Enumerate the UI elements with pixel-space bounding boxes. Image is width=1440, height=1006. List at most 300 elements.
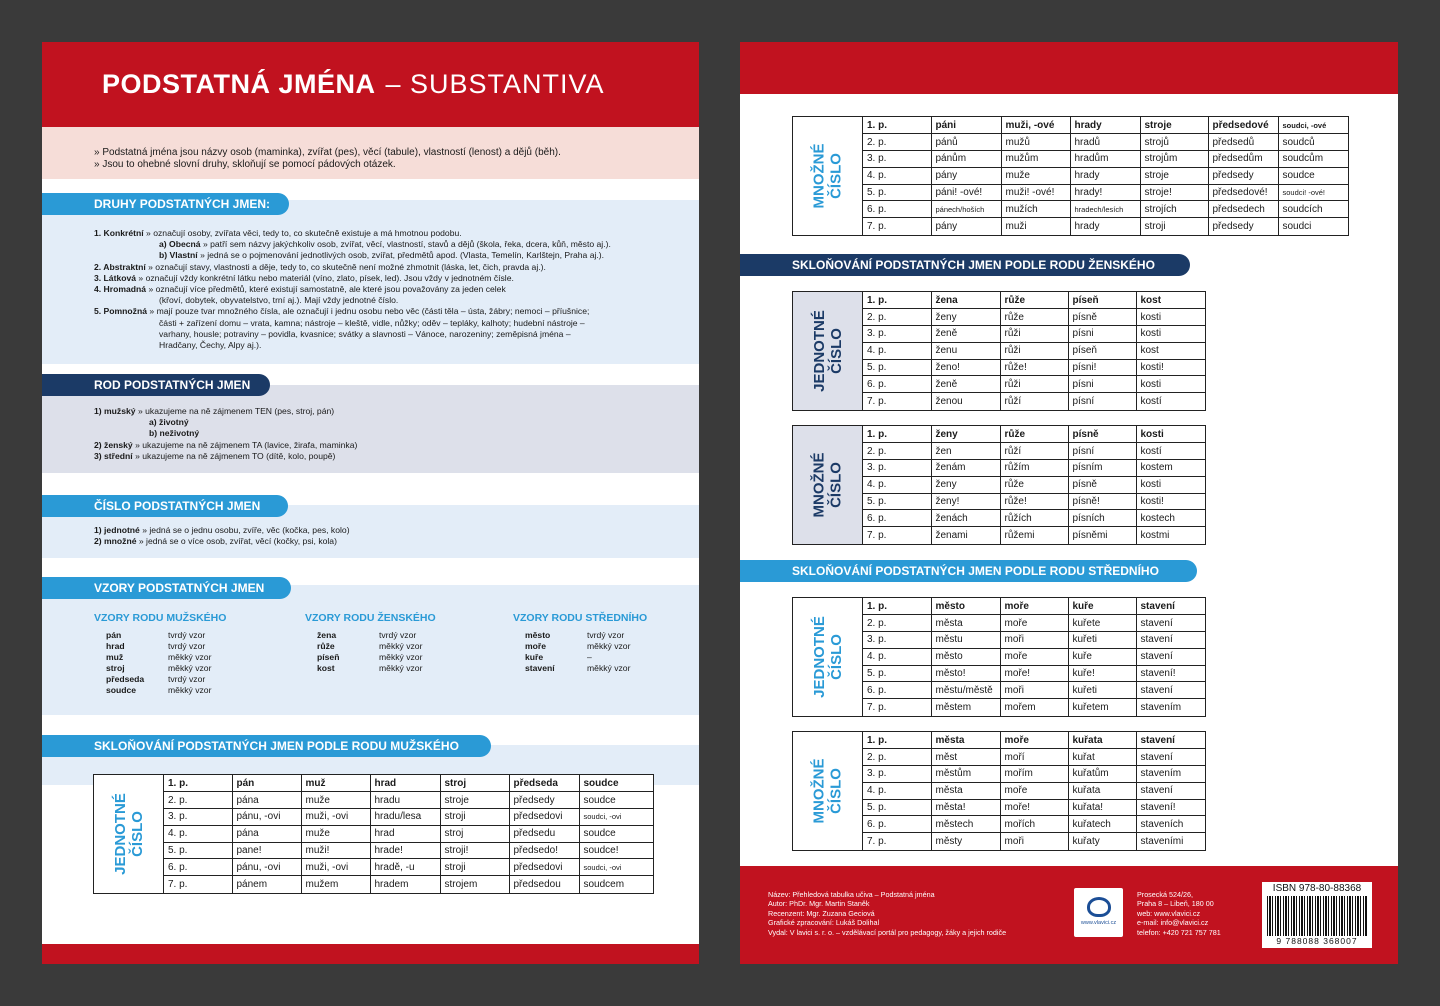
table-cell: stavení: [1136, 732, 1205, 749]
table-cell: kosti: [1136, 426, 1205, 443]
str-singular-table: [792, 597, 1206, 717]
druhy-list: [94, 228, 611, 351]
vzor-row: [305, 652, 422, 663]
table-cell: muže: [1001, 167, 1070, 184]
vzor-word: stavení: [525, 663, 555, 673]
vzor-row: [513, 652, 630, 663]
table-row: [863, 799, 1205, 816]
table-row: [863, 359, 1205, 376]
table-cell: soudce: [1278, 167, 1348, 184]
table-row: [863, 527, 1205, 544]
table-cell: hradech/lesích: [1070, 201, 1140, 218]
table-cell: moři: [1000, 632, 1068, 649]
table-cell: pána: [232, 792, 301, 809]
table-cell: soudci: [1282, 220, 1312, 232]
side-label-line: ČÍSLO: [827, 152, 845, 199]
vzor-word: předseda: [106, 674, 145, 684]
table-cell: mořích: [1000, 816, 1068, 833]
case-label: 4. p.: [164, 825, 232, 842]
vzor-row: [305, 630, 422, 641]
item-text: Hradčany, Čechy, Alpy aj.).: [159, 340, 262, 351]
case-label: 6. p.: [863, 510, 931, 527]
table-cell: soudce: [579, 792, 653, 809]
table-row: [863, 476, 1205, 493]
table-cell: moři: [1000, 682, 1068, 699]
table-row: [863, 342, 1205, 359]
table-cell: město!: [931, 665, 1000, 682]
case-label: 5. p.: [863, 799, 931, 816]
table-cell: předsedům: [1208, 151, 1278, 168]
item-text: » jedná se o pojmenování jednotlivých osob, zvířat, předmětů apod. (Vlasta, Temelín, Karlštejn, Praha aj.).: [197, 250, 605, 261]
table-cell: písně: [1068, 426, 1136, 443]
table-cell: strojům: [1140, 151, 1208, 168]
list-item: [94, 318, 611, 329]
case-label: 2. p.: [863, 443, 931, 460]
item-term: 2. Abstraktní: [94, 261, 146, 272]
case-label: 2. p.: [863, 749, 931, 766]
vzor-row: [513, 663, 630, 674]
vzory-column: [305, 612, 436, 674]
table-cell: písni: [1068, 376, 1136, 393]
table-row: [164, 825, 653, 842]
side-label-line: ČÍSLO: [827, 767, 845, 814]
table-cell: soudci, -ovi: [579, 859, 653, 876]
table-row: [164, 859, 653, 876]
right-footer: [740, 866, 1398, 964]
table-cell: moře!: [1000, 799, 1068, 816]
table-row: [164, 809, 653, 826]
table-cell: kuřat: [1068, 749, 1136, 766]
number-side-label: [94, 775, 164, 893]
case-label: 1. p.: [863, 732, 931, 749]
table-cell: hradě, -u: [370, 859, 440, 876]
table-cell: písně: [1068, 309, 1136, 326]
table-row: [863, 615, 1205, 632]
table-row: [863, 782, 1205, 799]
table-cell: písně: [1068, 476, 1136, 493]
table-cell: městy: [931, 833, 1000, 850]
vzor-type: měkký vzor: [379, 641, 423, 651]
list-item: [94, 329, 611, 340]
item-text: » jedná se o více osob, zvířat, věcí (kočky, psi, kola): [136, 536, 337, 547]
item-term: a) Obecná: [159, 239, 201, 250]
table-cell: města: [931, 615, 1000, 632]
vzor-type: tvrdý vzor: [168, 674, 206, 684]
table-cell: růži: [1000, 326, 1068, 343]
vzor-word: hrad: [106, 641, 125, 651]
table-cell: hradu: [370, 792, 440, 809]
list-item: [94, 262, 611, 273]
item-term: 2) ženský: [94, 439, 133, 450]
item-text: » ukazujeme na ně zájmenem TO (dítě, kolo, poupě): [132, 450, 336, 461]
case-label: 7. p.: [863, 393, 931, 410]
table-cell: písní: [1068, 443, 1136, 460]
str-plural-table: [792, 731, 1206, 851]
item-text: » označují více předmětů, které existují samostatně, ale které jsou považovány za jeden celek: [146, 284, 506, 295]
case-label: 2. p.: [164, 792, 232, 809]
table-cell: kuřetem: [1068, 699, 1136, 716]
footer-line: Prosecká 524/26,: [1137, 890, 1193, 899]
vzor-row: [94, 663, 211, 674]
table-cell: soudců: [1278, 134, 1348, 151]
table-cell: písních: [1068, 510, 1136, 527]
list-item: [94, 406, 357, 417]
table-cell: kost: [1136, 342, 1205, 359]
page-title: PODSTATNÁ JMÉNA: [102, 69, 376, 99]
side-label-text: [811, 616, 845, 698]
table-cell: kosti: [1136, 326, 1205, 343]
right-page: [740, 42, 1398, 964]
case-label: 7. p.: [863, 218, 931, 235]
table-cell: písní: [1068, 393, 1136, 410]
table-cell: strojem: [440, 876, 509, 893]
item-text: (křoví, dobytek, obyvatelstvo, trní aj.). Mají vždy jednotné číslo.: [159, 295, 399, 306]
str-heading: SKLOŇOVÁNÍ PODSTATNÝCH JMEN PODLE RODU STŘEDNÍHO: [740, 560, 1197, 582]
table-cell: stroj: [440, 825, 509, 842]
case-label: 4. p.: [863, 782, 931, 799]
table-cell: páni! -ové!: [931, 184, 1001, 201]
table-row: [863, 833, 1205, 850]
table-cell: pánem: [232, 876, 301, 893]
item-term: 1. Konkrétní: [94, 228, 144, 238]
table-row: [863, 292, 1205, 309]
table-row: [863, 326, 1205, 343]
table-cell: předsedech: [1208, 201, 1278, 218]
vzory-column-heading: VZORY RODU STŘEDNÍHO: [513, 612, 648, 624]
table-cell: růže: [1000, 292, 1068, 309]
number-side-label: [793, 292, 863, 410]
left-page: [42, 42, 699, 964]
table-cell: stavení: [1136, 598, 1205, 615]
table-cell: hradům: [1070, 151, 1140, 168]
table-cell: páni: [931, 117, 1001, 134]
table-cell: předsedy: [1208, 218, 1278, 235]
item-text: » mají pouze tvar množného čísla, ale označují i jednu osobu nebo věc (části těla – ústa, žábry; nemoci – příušnice;: [147, 306, 590, 317]
list-item: [94, 284, 611, 295]
table-cell: kuře: [1068, 648, 1136, 665]
case-label: 6. p.: [164, 859, 232, 876]
table-cell: město: [931, 598, 1000, 615]
table-cell: kuře!: [1068, 665, 1136, 682]
table-cell: kuřatech: [1068, 816, 1136, 833]
table-cell: hrad: [370, 775, 440, 792]
table-cell: stroje: [1140, 117, 1208, 134]
table-cell: kosti: [1136, 476, 1205, 493]
table-row: [863, 766, 1205, 783]
table-cell: městům: [931, 766, 1000, 783]
case-label: 6. p.: [863, 376, 931, 393]
publisher-logo[interactable]: [1074, 888, 1123, 937]
table-row: [863, 648, 1205, 665]
vzor-row: [94, 630, 211, 641]
vzor-word: stroj: [106, 663, 125, 673]
case-label: 1. p.: [164, 775, 232, 792]
case-label: 7. p.: [164, 876, 232, 893]
table-cell: mužů: [1001, 134, 1070, 151]
table-cell: kosti: [1136, 376, 1205, 393]
table-cell: hrady: [1070, 218, 1140, 235]
item-text: » označují stavy, vlastnosti a děje, tedy to, co skutečně není možné zhmotnit (láska, let, čich, pravda aj.).: [145, 261, 546, 272]
table-cell: soudce!: [579, 842, 653, 859]
table-cell: hrady!: [1070, 184, 1140, 201]
isbn-text: ISBN 978-80-88368: [1272, 883, 1362, 894]
table-row: [164, 775, 653, 792]
table-cell: mužům: [1001, 151, 1070, 168]
side-label-line: MNOŽNÉ: [810, 452, 828, 518]
table-cell: moře: [1000, 598, 1068, 615]
table-cell: mořím: [1000, 766, 1068, 783]
table-cell: kuřaty: [1068, 833, 1136, 850]
case-label: 1. p.: [863, 426, 931, 443]
rod-list: [94, 406, 357, 462]
table-cell: růže: [1000, 476, 1068, 493]
table-cell: moře: [1000, 615, 1068, 632]
table-row: [164, 792, 653, 809]
table-cell: píseň: [1068, 292, 1136, 309]
zen-singular-table: [792, 291, 1206, 411]
case-label: 7. p.: [863, 833, 931, 850]
table-cell: písněmi: [1068, 527, 1136, 544]
list-item: [94, 440, 357, 451]
case-label: 4. p.: [863, 476, 931, 493]
side-label-text: [811, 310, 845, 392]
table-cell: růži: [1000, 376, 1068, 393]
list-item: [94, 228, 611, 239]
table-cell: muže: [301, 792, 370, 809]
table-cell: předsedou: [509, 876, 579, 893]
table-cell: muži, -ovi: [301, 809, 370, 826]
table-cell: moře: [1000, 648, 1068, 665]
table-cell: hradem: [370, 876, 440, 893]
table-cell: pane!: [232, 842, 301, 859]
table-cell: pány: [931, 167, 1001, 184]
list-item: [94, 428, 357, 439]
case-label: 6. p.: [863, 201, 931, 218]
table-row: [863, 699, 1205, 716]
table-cell: předsedo!: [509, 842, 579, 859]
table-cell: soudcům: [1278, 151, 1348, 168]
table-row: [863, 443, 1205, 460]
side-label-line: ČÍSLO: [827, 327, 845, 374]
vzory-column: [513, 612, 647, 674]
list-item: [94, 417, 357, 428]
case-label: 1. p.: [863, 292, 931, 309]
footer-meta: [768, 890, 1006, 937]
table-row: [863, 201, 1348, 218]
list-item: [94, 239, 611, 250]
table-cell: stavení: [1136, 682, 1205, 699]
side-label-line: JEDNOTNÉ: [810, 309, 828, 392]
vzor-row: [94, 652, 211, 663]
table-cell: stavení!: [1136, 665, 1205, 682]
item-term: 5. Pomnožná: [94, 306, 148, 317]
list-item: [94, 536, 350, 547]
barcode-icon: [1267, 896, 1367, 936]
table-cell: předsedové!: [1208, 184, 1278, 201]
item-term: 2) množné: [94, 536, 137, 547]
table-cell: městech: [931, 816, 1000, 833]
table-cell: růžemi: [1000, 527, 1068, 544]
table-cell: kuřata: [1068, 782, 1136, 799]
table-row: [863, 167, 1348, 184]
table-cell: růží: [1000, 393, 1068, 410]
table-cell: předsedu: [509, 825, 579, 842]
list-item: [94, 340, 611, 351]
number-side-label: [793, 426, 863, 544]
case-label: 3. p.: [863, 766, 931, 783]
table-cell: stroj: [440, 775, 509, 792]
table-cell: kuřeti: [1068, 682, 1136, 699]
table-cell: pánu, -ovi: [232, 859, 301, 876]
table-cell: hrady: [1070, 167, 1140, 184]
vzor-type: měkký vzor: [587, 641, 631, 651]
table-row: [164, 842, 653, 859]
table-cell: městem: [931, 699, 1000, 716]
table-cell: moře: [1000, 732, 1068, 749]
side-label-text: [112, 793, 146, 875]
footer-line: web: www.vlavici.cz: [1137, 908, 1201, 918]
case-label: 7. p.: [863, 527, 931, 544]
vzor-row: [513, 641, 630, 652]
table-cell: mořem: [1000, 699, 1068, 716]
table-cell: stroji!: [440, 842, 509, 859]
vzor-type: tvrdý vzor: [379, 630, 417, 640]
table-cell: kostmi: [1140, 529, 1170, 541]
case-label: 5. p.: [863, 493, 931, 510]
table-row: [863, 151, 1348, 168]
vzor-type: –: [587, 652, 592, 662]
item-text: » patří sem názvy jakýchkoliv osob, zvířat, věcí, vlastností, stavů a dějů (škola, řeka, dcera, kůň, město aj.).: [200, 239, 611, 250]
vzor-word: žena: [317, 630, 337, 640]
item-text: » označují vždy konkrétní látku nebo materiál (víno, zlato, písek, led). Jsou vždy v jednotném čísle.: [136, 272, 514, 283]
table-cell: stavení: [1136, 749, 1205, 766]
case-label: 3. p.: [164, 809, 232, 826]
table-cell: kostem: [1136, 460, 1205, 477]
table-cell: stavení: [1136, 648, 1205, 665]
table-row: [863, 393, 1205, 410]
table-cell: stavení!: [1136, 799, 1205, 816]
vzory-column: [94, 612, 226, 696]
list-item: [94, 273, 611, 284]
table-cell: ženách: [931, 510, 1000, 527]
case-label: 3. p.: [863, 151, 931, 168]
table-cell: soudci, -ové: [1278, 117, 1348, 134]
footer-line: e-mail: info@vlavici.cz: [1137, 918, 1209, 928]
table-row: [863, 632, 1205, 649]
table-cell: písni!: [1068, 359, 1136, 376]
side-label-text: [811, 758, 845, 823]
case-label: 2. p.: [863, 134, 931, 151]
case-label: 3. p.: [863, 460, 931, 477]
vzory-column-heading: VZORY RODU MUŽSKÉHO: [94, 612, 227, 624]
table-cell: stavení: [1136, 632, 1205, 649]
vzor-word: město: [525, 630, 551, 640]
table-cell: pány: [931, 218, 1001, 235]
table-cell: písně!: [1068, 493, 1136, 510]
table-cell: soudci! -ové!: [1278, 184, 1348, 201]
item-term: 3. Látková: [94, 272, 137, 283]
table-row: [863, 426, 1205, 443]
table-cell: muži, -ovi: [301, 859, 370, 876]
table-cell: hradů: [1070, 134, 1140, 151]
table-cell: mužem: [301, 876, 370, 893]
number-side-label: [793, 732, 863, 850]
side-label-line: JEDNOTNÉ: [810, 615, 828, 698]
item-text: » ukazujeme na ně zájmenem TEN (pes, stroj, pán): [135, 406, 335, 416]
table-cell: stroji: [440, 809, 509, 826]
item-term: 4. Hromadná: [94, 284, 147, 295]
table-cell: muži!: [301, 842, 370, 859]
table-cell: stroje: [440, 792, 509, 809]
case-label: 6. p.: [863, 816, 931, 833]
case-label: 6. p.: [863, 682, 931, 699]
case-label: 2. p.: [863, 615, 931, 632]
table-row: [164, 876, 653, 893]
table-cell: ženě: [931, 376, 1000, 393]
table-cell: ženám: [931, 460, 1000, 477]
table-cell: předsedy: [509, 792, 579, 809]
item-term: b) Vlastní: [159, 250, 198, 261]
table-cell: ženy!: [931, 493, 1000, 510]
vzory-heading: VZORY PODSTATNÝCH JMEN: [42, 577, 291, 599]
case-label: 1. p.: [863, 117, 931, 134]
table-cell: předsedovi: [509, 809, 579, 826]
case-label: 5. p.: [863, 184, 931, 201]
table-cell: stroje: [1140, 167, 1208, 184]
vzor-word: kuře: [525, 652, 544, 662]
table-row: [863, 218, 1348, 235]
table-row: [863, 309, 1205, 326]
table-row: [863, 376, 1205, 393]
list-item: [94, 525, 350, 536]
table-cell: ženě: [931, 326, 1000, 343]
cislo-list: [94, 525, 350, 547]
table-cell: předsedové: [1208, 117, 1278, 134]
table-cell: stavením: [1140, 701, 1182, 713]
intro-line: » Jsou to ohebné slovní druhy, skloňují se pomocí pádových otázek.: [94, 159, 396, 170]
table-cell: moře!: [1000, 665, 1068, 682]
table-cell: kuřata: [1068, 732, 1136, 749]
muz-singular-table: [93, 774, 654, 894]
side-label-line: MNOŽNÉ: [810, 143, 828, 209]
table-cell: kuřeti: [1068, 632, 1136, 649]
table-cell: předsedů: [1208, 134, 1278, 151]
table-cell: písni: [1068, 326, 1136, 343]
case-label: 3. p.: [863, 326, 931, 343]
table-cell: muži, -ové: [1001, 117, 1070, 134]
table-row: [863, 598, 1205, 615]
vzor-type: měkký vzor: [168, 685, 212, 695]
table-cell: žena: [931, 292, 1000, 309]
table-cell: ženu: [931, 342, 1000, 359]
vzor-row: [513, 630, 630, 641]
case-label: 2. p.: [863, 309, 931, 326]
table-cell: písním: [1068, 460, 1136, 477]
vzor-type: měkký vzor: [379, 652, 423, 662]
vzor-type: tvrdý vzor: [587, 630, 625, 640]
table-cell: muže: [301, 825, 370, 842]
vzor-word: pán: [106, 630, 122, 640]
table-cell: staveními: [1140, 835, 1184, 847]
item-term: a) životný: [149, 417, 189, 428]
table-row: [863, 117, 1348, 134]
table-cell: růžích: [1000, 510, 1068, 527]
table-cell: soudce: [579, 775, 653, 792]
table-cell: měst: [931, 749, 1000, 766]
list-item: [94, 295, 611, 306]
list-item: [94, 451, 357, 462]
case-label: 7. p.: [863, 699, 931, 716]
